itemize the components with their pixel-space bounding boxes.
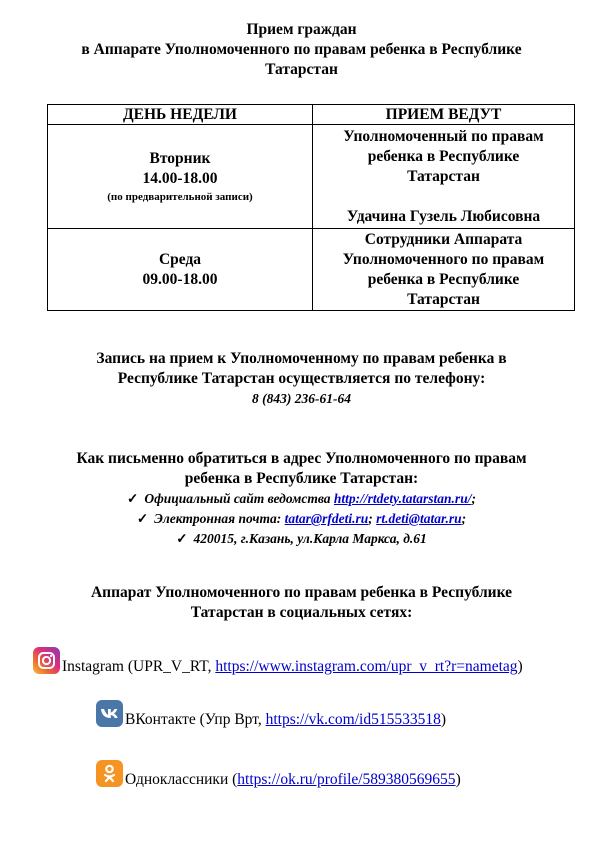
instagram-row: Instagram (UPR_V_RT, https://www.instagram.com/upr_v_rt?r=nametag) bbox=[33, 647, 523, 677]
written-line-2: ребенка в Республике Татарстан: bbox=[184, 470, 419, 487]
vk-icon[interactable] bbox=[96, 700, 123, 727]
cell-who bbox=[313, 125, 575, 229]
ok-label: Одноклассники ( bbox=[125, 771, 238, 788]
title-line-1: Прием граждан bbox=[246, 21, 357, 38]
site-label: Официальный сайт ведомства bbox=[144, 491, 331, 506]
page-title bbox=[0, 20, 603, 80]
title-line-2: в Аппарате Уполномоченного по правам ребенка в Республике bbox=[81, 41, 522, 58]
who-line: Татарстан bbox=[407, 290, 480, 308]
cell-day bbox=[48, 229, 313, 311]
table-row bbox=[48, 125, 575, 229]
vk-link[interactable]: https://vk.com/id515533518 bbox=[265, 711, 441, 728]
phone-line-2: Республике Татарстан осуществляется по телефону: bbox=[117, 370, 486, 387]
instagram-icon[interactable] bbox=[33, 647, 60, 674]
phone-section bbox=[0, 349, 603, 409]
spacer bbox=[313, 187, 574, 207]
table-row bbox=[48, 229, 575, 311]
checkmark-icon: ✓ bbox=[127, 491, 139, 506]
checkmark-icon: ✓ bbox=[136, 511, 149, 526]
header-who: ПРИЕМ ВЕДУТ bbox=[313, 105, 575, 125]
vk-label: ВКонтакте (Упр Врт, bbox=[125, 711, 266, 728]
social-line-2: Татарстан в социальных сетях: bbox=[190, 604, 413, 621]
email-link-2[interactable]: rt.deti@tatar.ru bbox=[376, 511, 462, 526]
who-line: Сотрудники Аппарата bbox=[364, 230, 523, 248]
cell-day bbox=[48, 125, 313, 229]
table-header-row bbox=[48, 105, 575, 125]
header-day: ДЕНЬ НЕДЕЛИ bbox=[48, 105, 313, 125]
phone-line-1: Запись на прием к Уполномоченному по правам ребенка в bbox=[96, 350, 507, 367]
instagram-label: Instagram (UPR_V_RT, bbox=[62, 658, 216, 675]
address-item bbox=[0, 529, 603, 549]
ok-row: Одноклассники (https://ok.ru/profile/589380569655) bbox=[96, 760, 461, 790]
odnoklassniki-icon[interactable] bbox=[96, 760, 123, 787]
day-time: 09.00-18.00 bbox=[142, 270, 218, 288]
written-section bbox=[0, 449, 603, 549]
email-label: Электронная почта: bbox=[154, 511, 282, 526]
email-link-1[interactable]: tatar@rfdeti.ru bbox=[284, 511, 369, 526]
who-name: Удачина Гузель Любисовна bbox=[346, 207, 541, 225]
who-line: Татарстан bbox=[407, 167, 480, 185]
who-line: ребенка в Республике bbox=[367, 270, 520, 288]
schedule-table bbox=[47, 104, 575, 311]
day-note: (по предварительной записи) bbox=[107, 190, 253, 203]
day-name: Вторник bbox=[149, 149, 211, 167]
instagram-link[interactable]: https://www.instagram.com/upr_v_rt?r=nametag bbox=[215, 658, 518, 675]
written-line-1: Как письменно обратиться в адрес Уполномоченного по правам bbox=[76, 450, 527, 467]
checkmark-icon: ✓ bbox=[176, 531, 188, 546]
address: 420015, г.Казань, ул.Карла Маркса, д.61 bbox=[193, 531, 427, 546]
vk-row: ВКонтакте (Упр Врт, https://vk.com/id515533518) bbox=[96, 700, 446, 730]
who-line: Уполномоченный по правам bbox=[343, 127, 544, 145]
day-time: 14.00-18.00 bbox=[142, 169, 218, 187]
email-item: ✓ Электронная почта: tatar@rfdeti.ru; rt.deti@tatar.ru; bbox=[0, 509, 603, 529]
site-link[interactable]: http://rtdety.tatarstan.ru/ bbox=[333, 491, 472, 506]
title-line-3: Татарстан bbox=[265, 61, 338, 78]
who-line: Уполномоченного по правам bbox=[342, 250, 545, 268]
cell-who bbox=[313, 229, 575, 311]
who-line: ребенка в Республике bbox=[367, 147, 520, 165]
ok-link[interactable]: https://ok.ru/profile/589380569655 bbox=[237, 771, 456, 788]
day-name: Среда bbox=[158, 250, 202, 268]
site-item: ✓ Официальный сайт ведомства http://rtdety.tatarstan.ru/; bbox=[0, 489, 603, 509]
phone-number: 8 (843) 236-61-64 bbox=[252, 391, 351, 406]
social-line-1: Аппарат Уполномоченного по правам ребенка в Республике bbox=[90, 584, 513, 601]
social-section bbox=[0, 583, 603, 623]
